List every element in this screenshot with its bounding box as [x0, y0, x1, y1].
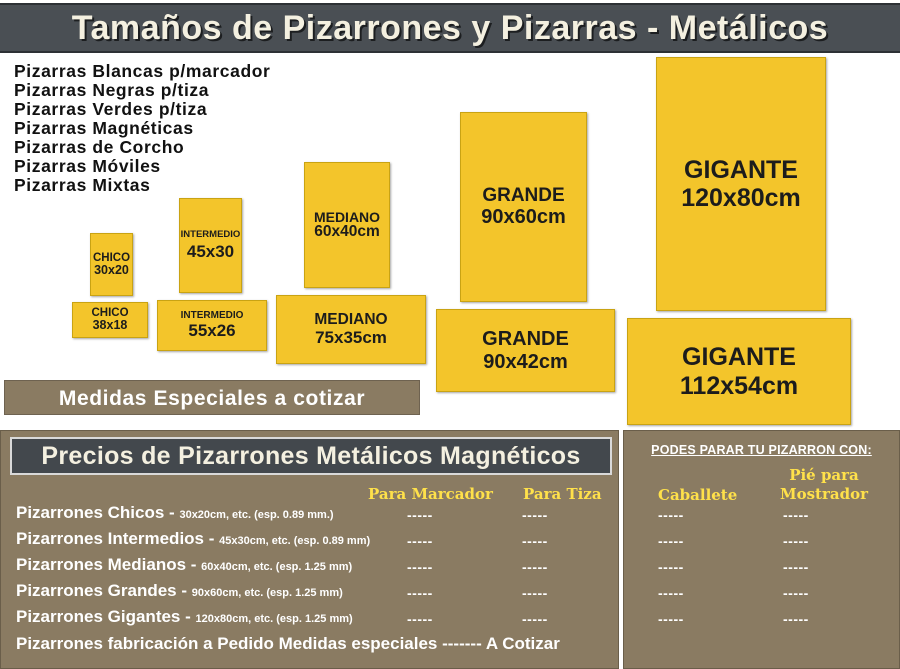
column-header-tiza: Para Tiza [523, 485, 602, 503]
product-list-item: Pizarras Mixtas [14, 175, 151, 195]
size-board-chico-horizontal [72, 302, 148, 338]
column-header-marcador: Para Marcador [368, 485, 493, 503]
size-board-mediano-vertical [304, 162, 390, 288]
stand-caballete-value: ----- [658, 533, 684, 549]
stand-pie-value: ----- [783, 507, 809, 523]
size-dims: 90x42cm [483, 350, 568, 373]
price-marcador: ----- [407, 559, 433, 575]
size-name: GRANDE [482, 327, 569, 350]
stand-caballete-value: ----- [658, 559, 684, 575]
stand-caballete-value: ----- [658, 507, 684, 523]
size-board-gigante-vertical [656, 57, 826, 311]
stand-pie-value: ----- [783, 611, 809, 627]
size-dims: 55x26 [188, 320, 236, 340]
size-name: INTERMEDIO [180, 229, 241, 241]
size-name: MEDIANO [313, 208, 381, 225]
column-header-caballete: Caballete [658, 486, 738, 504]
size-board-intermedio-horizontal [157, 300, 267, 351]
product-list-item: Pizarras Negras p/tiza [14, 80, 210, 100]
size-name: CHICO [92, 251, 131, 264]
product-list-item: Pizarras Móviles [14, 156, 161, 176]
size-dims: 75x35cm [315, 327, 387, 347]
size-name: GRANDE [482, 184, 565, 206]
size-dims: 112x54cm [679, 371, 799, 400]
price-tiza: ----- [522, 585, 548, 601]
stand-title: PODES PARAR TU PIZARRON CON: [651, 443, 872, 457]
prices-title: Precios de Pizarrones Metálicos Magnéticos [10, 437, 612, 475]
special-sizes-banner: Medidas Especiales a cotizar [4, 380, 420, 415]
stand-caballete-value: ----- [658, 585, 684, 601]
size-dims: 90x60cm [481, 206, 566, 229]
price-marcador: ----- [407, 611, 433, 627]
size-board-gigante-horizontal [627, 318, 851, 425]
stand-pie-value: ----- [783, 559, 809, 575]
stand-pie-value: ----- [783, 533, 809, 549]
price-tiza: ----- [522, 611, 548, 627]
size-name: GIGANTE [682, 343, 796, 372]
price-marcador: ----- [407, 533, 433, 549]
product-list [14, 62, 354, 195]
price-tiza: ----- [522, 533, 548, 549]
price-tiza: ----- [522, 559, 548, 575]
product-list-item: Pizarras Blancas p/marcador [14, 61, 271, 81]
price-marcador: ----- [407, 585, 433, 601]
price-row-label: Pizarrones Intermedios - 45x30cm, etc. (esp. 0.89 mm) [16, 529, 371, 548]
product-list-item: Pizarras Verdes p/tiza [14, 99, 208, 119]
size-dims: 120x80cm [681, 184, 801, 212]
product-list-item: Pizarras Magnéticas [14, 118, 194, 138]
size-dims: 45x30 [186, 242, 235, 262]
size-board-intermedio-vertical [179, 198, 242, 293]
price-row-label: Pizarrones Gigantes - 120x80cm, etc. (esp. 1.25 mm) [16, 607, 353, 626]
price-row-label: Pizarrones Grandes - 90x60cm, etc. (esp. 1.25 mm) [16, 581, 343, 600]
stand-caballete-value: ----- [658, 611, 684, 627]
column-header-pie-mostrador: Pié para Mostrador [779, 466, 868, 503]
product-list-item: Pizarras de Corcho [14, 137, 185, 157]
price-row-label: Pizarrones Medianos - 60x40cm, etc. (esp. 1.25 mm) [16, 555, 353, 574]
size-name: GIGANTE [684, 155, 798, 184]
page-title: Tamaños de Pizarrones y Pizarras - Metálicos [71, 9, 829, 47]
price-tiza: ----- [522, 507, 548, 523]
custom-order-row: Pizarrones fabricación a Pedido Medidas especiales ------- A Cotizar [16, 634, 560, 653]
size-dims: 38x18 [92, 318, 128, 333]
size-board-chico-vertical [90, 233, 133, 296]
size-board-mediano-horizontal [276, 295, 426, 364]
size-board-grande-vertical [460, 112, 587, 302]
stand-pie-value: ----- [783, 585, 809, 601]
size-name: INTERMEDIO [180, 310, 244, 322]
size-dims: 60x40cm [314, 223, 380, 241]
price-marcador: ----- [407, 507, 433, 523]
size-name: CHICO [91, 307, 129, 320]
size-name: MEDIANO [314, 311, 388, 329]
price-row-label: Pizarrones Chicos - 30x20cm, etc. (esp. 0.89 mm.) [16, 503, 334, 522]
size-dims: 30x20 [94, 262, 129, 277]
size-board-grande-horizontal [436, 309, 615, 392]
